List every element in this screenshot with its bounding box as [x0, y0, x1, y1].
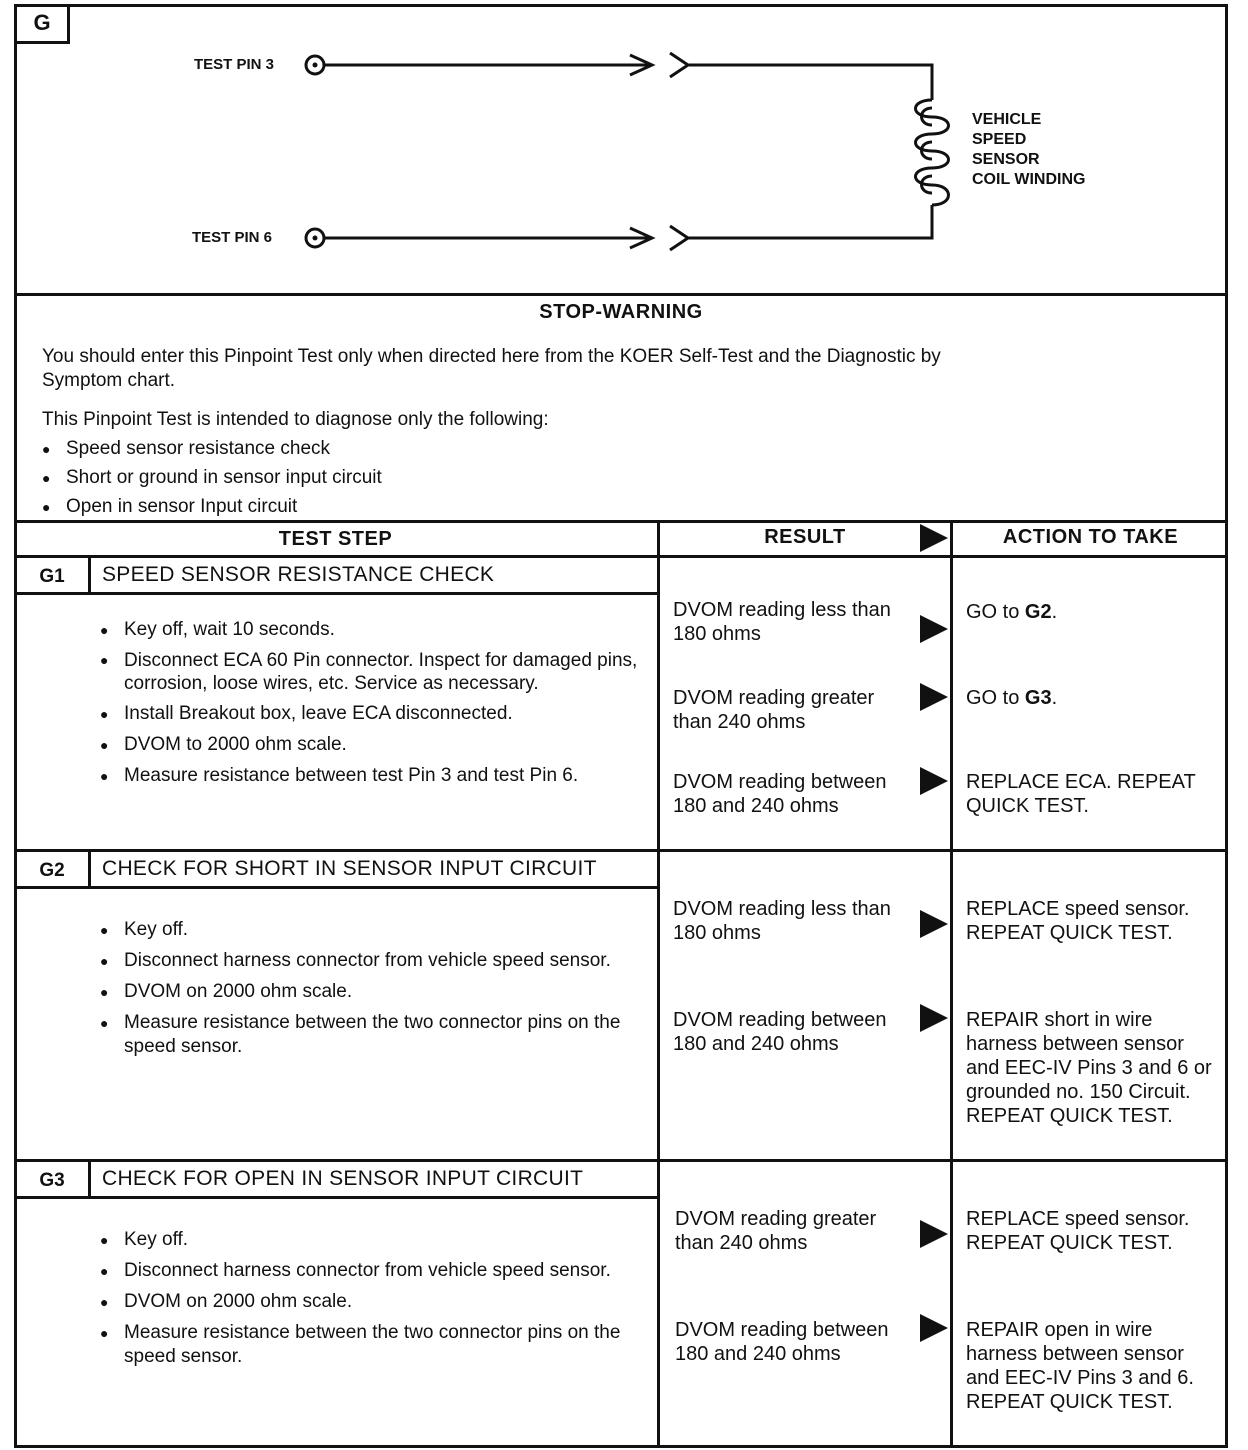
g3-action-2: REPAIR open in wire harness between sensor and EEC-IV Pins 3 and 6. REPEAT QUICK TEST.	[966, 1319, 1194, 1413]
g3-bullet: ● Disconnect harness connector from vehicle speed sensor.	[100, 1259, 648, 1283]
g1-bullet-list	[100, 618, 640, 795]
pin-3-terminal-dot	[313, 63, 318, 68]
g3-bullet: ● Measure resistance between the two connector pins on the speed sensor.	[100, 1321, 648, 1369]
pin-6-connector-icon	[670, 226, 688, 250]
header-arrow-icon	[920, 524, 948, 552]
header-action: ACTION TO TAKE	[1002, 526, 1179, 548]
section-label: G	[33, 10, 51, 35]
warning-paragraph-2: This Pinpoint Test is intended to diagnose only the following:	[42, 409, 549, 430]
g1-title-bottom-rule	[14, 592, 657, 595]
g1-action-2	[966, 686, 1057, 710]
g3-id-divider	[88, 1162, 91, 1199]
pin-3-connector-icon	[670, 53, 688, 77]
table-top-rule	[14, 520, 1228, 523]
g1-step-id: G1	[39, 566, 65, 587]
g3-bullet: ● Key off.	[100, 1228, 648, 1252]
g1-result-2-arrow-icon	[920, 683, 948, 711]
g2-step-id: G2	[39, 860, 65, 881]
sensor-label	[972, 110, 1085, 190]
g1-result-1: DVOM reading less than 180 ohms	[673, 599, 891, 645]
header-result: RESULT	[764, 526, 846, 548]
g1-result-2: DVOM reading greater than 240 ohms	[673, 687, 875, 733]
g1-action-1-prefix: GO to	[966, 601, 1025, 623]
sensor-label-line: SPEED	[972, 131, 1027, 148]
g1-action-1-suffix: .	[1051, 601, 1058, 623]
column-divider-action	[950, 520, 953, 1448]
g2-result-2: DVOM reading between 180 and 240 ohms	[673, 1009, 887, 1055]
g3-result-1-arrow-icon	[920, 1220, 948, 1248]
warning-bullet: ● Short or ground in sensor input circuit	[42, 466, 382, 490]
g3-result-1: DVOM reading greater than 240 ohms	[675, 1208, 877, 1254]
g3-step-id: G3	[39, 1170, 65, 1191]
g1-action-1	[966, 600, 1057, 624]
g3-bullet-list	[100, 1228, 648, 1376]
g2-title-bottom-rule	[14, 886, 657, 889]
g1-bullet: ● Disconnect ECA 60 Pin connector. Inspect for damaged pins, corrosion, loose wires, etc. Service as necessary.	[100, 649, 640, 695]
g2-action-1: REPLACE speed sensor. REPEAT QUICK TEST.	[966, 898, 1190, 944]
header-test-step: TEST STEP	[278, 528, 393, 550]
g2-step-title: CHECK FOR SHORT IN SENSOR INPUT CIRCUIT	[102, 857, 597, 880]
g1-id-divider	[88, 558, 91, 595]
g1-bullet: ● Measure resistance between test Pin 3 and test Pin 6.	[100, 764, 620, 788]
pin-3-wire-to-coil	[688, 65, 932, 100]
g1-step-title: SPEED SENSOR RESISTANCE CHECK	[102, 563, 495, 586]
g1-action-2-suffix: .	[1051, 687, 1058, 709]
g3-bullet: ● DVOM on 2000 ohm scale.	[100, 1290, 648, 1314]
g1-bullet: ● Key off, wait 10 seconds.	[100, 618, 640, 642]
g2-bullet-list	[100, 918, 648, 1066]
g1-result-3-arrow-icon	[920, 767, 948, 795]
pin-6-terminal-dot	[313, 236, 318, 241]
pin-6-wire-to-coil	[688, 205, 932, 238]
warning-paragraph-1-line-2: Symptom chart.	[42, 370, 176, 391]
g1-bullet: ● DVOM to 2000 ohm scale.	[100, 733, 640, 757]
pin-3-label: TEST PIN 3	[194, 56, 275, 73]
g2-bullet: ● Measure resistance between the two connector pins on the speed sensor.	[100, 1011, 648, 1059]
g2-id-divider	[88, 852, 91, 889]
sensor-label-line: COIL WINDING	[972, 171, 1086, 188]
warning-bullet: ● Open in sensor Input circuit	[42, 495, 382, 519]
g2-result-1: DVOM reading less than 180 ohms	[673, 898, 891, 944]
warning-bullet: ● Speed sensor resistance check	[42, 437, 382, 461]
sensor-label-line: VEHICLE	[972, 111, 1042, 128]
g1-result-3: DVOM reading between 180 and 240 ohms	[673, 771, 887, 817]
warning-paragraph-1-line-1: You should enter this Pinpoint Test only when directed here from the KOER Self-Test and the Diagnostic by	[42, 346, 941, 367]
pin-6-label: TEST PIN 6	[192, 229, 273, 246]
column-divider-result	[657, 520, 660, 1448]
g2-bullet: ● Key off.	[100, 918, 648, 942]
g2-bullet: ● Disconnect harness connector from vehicle speed sensor.	[100, 949, 648, 973]
sensor-label-line: SENSOR	[972, 151, 1040, 168]
g2-result-1-arrow-icon	[920, 910, 948, 938]
table-header-rule	[14, 555, 1228, 558]
g1-action-2-target: G3	[1024, 687, 1052, 709]
g3-result-2: DVOM reading between 180 and 240 ohms	[675, 1319, 889, 1365]
g3-title-bottom-rule	[14, 1196, 657, 1199]
g2-bottom-rule	[14, 1159, 1228, 1162]
warning-bullet-list	[42, 437, 382, 526]
g2-action-2: REPAIR short in wire harness between sensor and EEC-IV Pins 3 and 6 or grounded no. 150 Circuit. REPEAT QUICK TEST.	[966, 1009, 1212, 1127]
diagram-divider	[14, 293, 1228, 296]
g1-action-2-prefix: GO to	[966, 687, 1025, 709]
g1-result-1-arrow-icon	[920, 615, 948, 643]
g1-action-3: REPLACE ECA. REPEAT QUICK TEST.	[966, 771, 1196, 817]
g2-bullet: ● DVOM on 2000 ohm scale.	[100, 980, 648, 1004]
warning-title: STOP-WARNING	[539, 301, 703, 323]
g2-result-2-arrow-icon	[920, 1004, 948, 1032]
g3-action-1: REPLACE speed sensor. REPEAT QUICK TEST.	[966, 1208, 1190, 1254]
g1-bottom-rule	[14, 849, 1228, 852]
g1-action-1-target: G2	[1024, 601, 1052, 623]
g3-result-2-arrow-icon	[920, 1314, 948, 1342]
g1-bullet: ● Install Breakout box, leave ECA disconnected.	[100, 702, 640, 726]
g3-step-title: CHECK FOR OPEN IN SENSOR INPUT CIRCUIT	[102, 1167, 584, 1190]
